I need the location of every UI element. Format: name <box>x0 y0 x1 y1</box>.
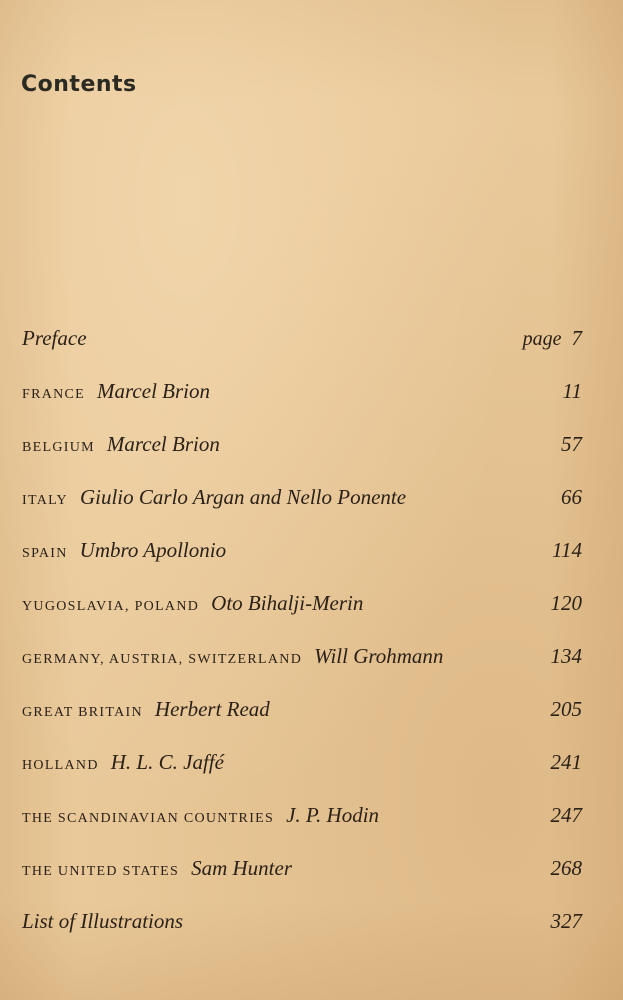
country-label: ITALY <box>22 493 68 508</box>
page-number: 247 <box>550 803 582 827</box>
page-number: 66 <box>561 485 582 509</box>
entry-title: List of Illustrations <box>22 909 184 933</box>
page-number: 57 <box>561 432 582 456</box>
toc-entry-holland <box>22 750 582 803</box>
page-label: page <box>522 328 562 350</box>
author-name: Oto Bihalji-Merin <box>211 591 364 615</box>
author-name: Will Grohmann <box>314 644 444 668</box>
page-number: 11 <box>562 379 582 403</box>
country-label: THE SCANDINAVIAN COUNTRIES <box>22 811 275 826</box>
toc-entry-belgium <box>22 432 582 485</box>
author-name: H. L. C. Jaffé <box>110 750 224 774</box>
entry-title: Preface <box>22 326 87 350</box>
toc-entry-list-of-illustrations <box>22 909 582 962</box>
toc-entry-spain <box>22 538 582 591</box>
toc-entry-yugoslavia-poland <box>22 591 582 644</box>
toc-entry-scandinavian-countries <box>22 803 582 856</box>
toc-entry-france <box>22 379 582 432</box>
country-label: FRANCE <box>22 387 86 402</box>
page-number: 134 <box>550 644 582 668</box>
page-number: 205 <box>550 697 582 721</box>
page-number: 114 <box>552 538 582 562</box>
toc-entry-germany-austria-switzerland <box>22 644 582 697</box>
country-label: BELGIUM <box>22 440 95 455</box>
page-number: 241 <box>550 750 582 774</box>
country-label: SPAIN <box>22 546 68 561</box>
table-of-contents <box>22 326 582 962</box>
author-name: J. P. Hodin <box>286 803 380 827</box>
author-name: Umbro Apollonio <box>79 538 227 562</box>
country-label: GREAT BRITAIN <box>22 705 143 720</box>
toc-entry-great-britain <box>22 697 582 750</box>
country-label: THE UNITED STATES <box>22 864 180 879</box>
toc-entry-italy <box>22 485 582 538</box>
toc-entry-united-states <box>22 856 582 909</box>
author-name: Marcel Brion <box>106 432 220 456</box>
toc-entry-preface <box>22 326 582 379</box>
page-number: 120 <box>550 591 582 615</box>
author-name: Herbert Read <box>154 697 270 721</box>
country-label: HOLLAND <box>22 758 99 773</box>
author-name: Marcel Brion <box>97 379 210 403</box>
contents-heading: Contents <box>21 72 137 97</box>
page-number: 268 <box>550 856 582 880</box>
author-name: Sam Hunter <box>191 856 292 880</box>
page-number: 7 <box>571 326 582 350</box>
country-label: YUGOSLAVIA, POLAND <box>22 599 200 614</box>
country-label: GERMANY, AUSTRIA, SWITZERLAND <box>22 652 303 667</box>
author-name: Giulio Carlo Argan and Nello Ponente <box>79 485 407 509</box>
page-number: 327 <box>550 909 582 933</box>
